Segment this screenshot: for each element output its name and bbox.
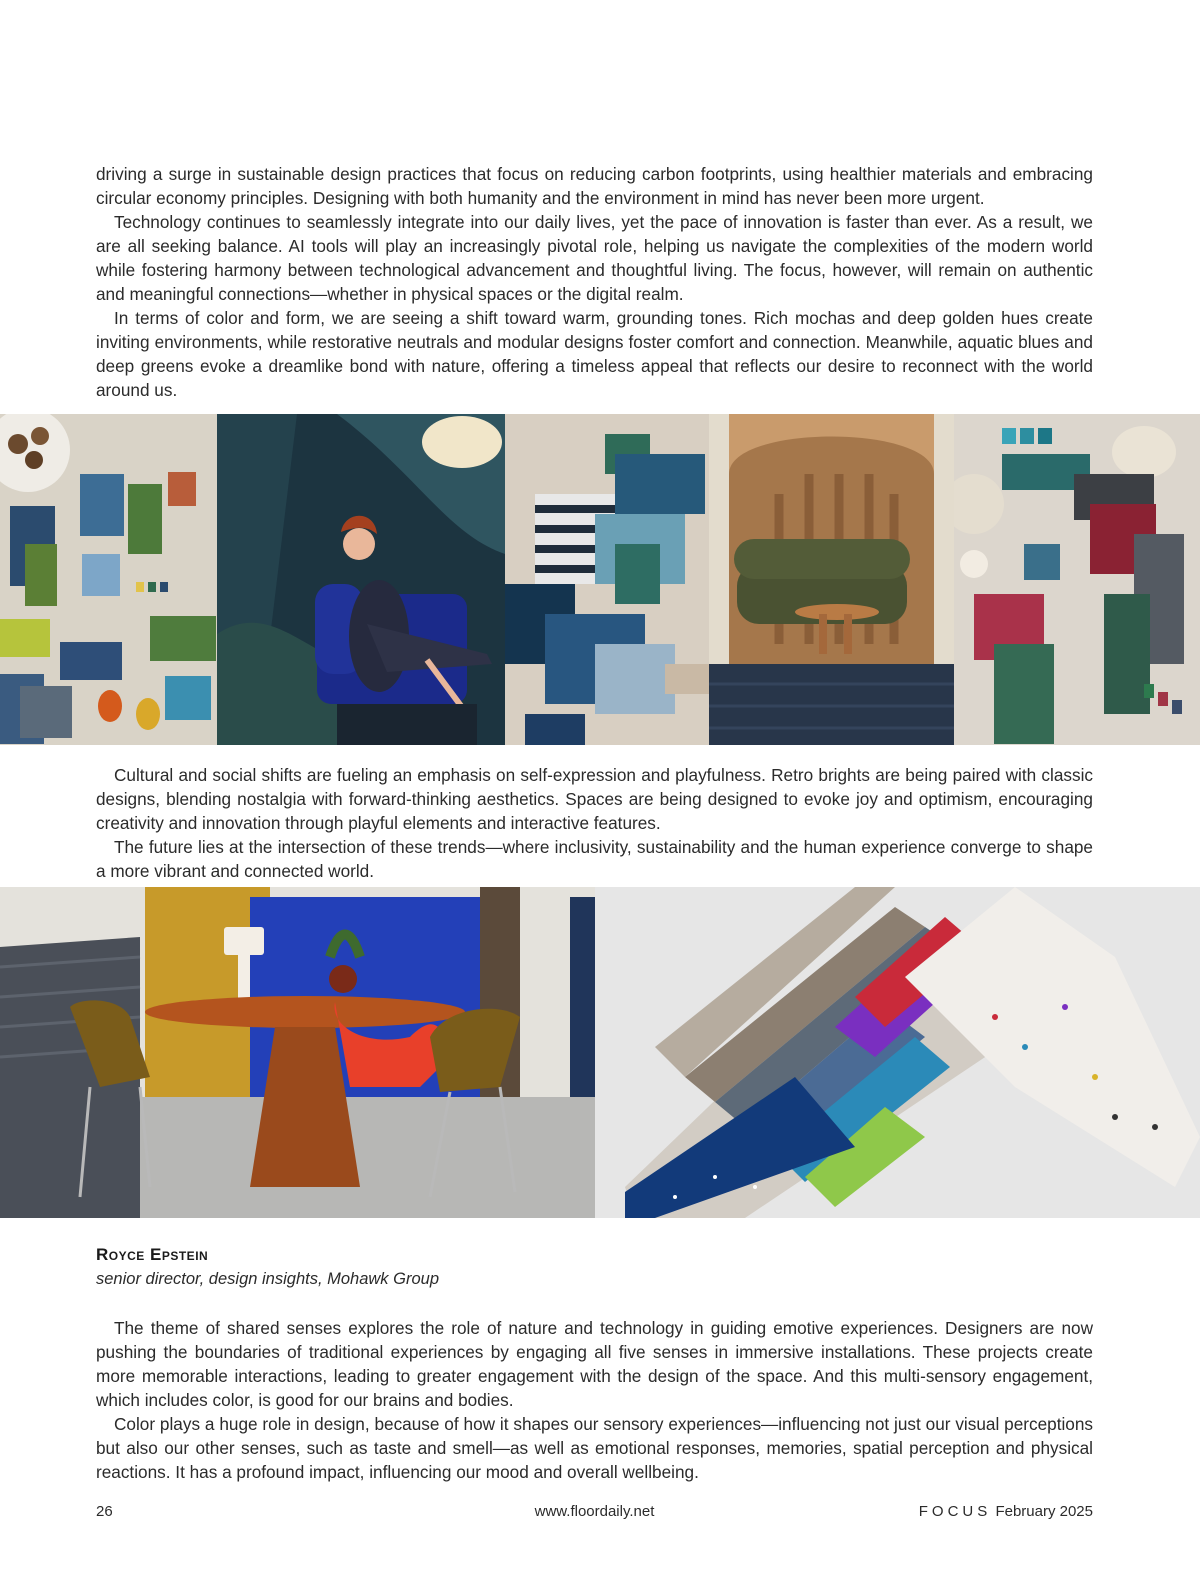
dining-room-retro-chairs-photo [0,887,595,1218]
green-sofa-lounge-photo [709,414,954,745]
intro-paragraph-3: In terms of color and form, we are seeing a shift toward warm, grounding tones. Rich mochas and deep golden hues create inviting environments, while restorative neutrals and modular designs foster comfort and connection. Meanwhile, aquatic blues and deep greens evoke a dreamlike bond with nature, offering a timeless appeal that reflects our desire to reconnect with the world around us. [96,308,1093,400]
magazine-name: FOCUS [918,1503,992,1520]
closing-text [96,1316,1093,1484]
carpet-tile-samples-photo [505,414,709,745]
middle-text [96,763,1093,883]
intro-paragraph-1: driving a surge in sustainable design practices that focus on reducing carbon footprints, using healthier materials and embracing circular economy principles. Designing with both humanity and the environment in mind has never been more urgent. [96,164,1093,208]
closing-paragraph-2: Color plays a huge role in design, because of how it shapes our sensory experiences—influencing not just our visual perceptions but also our other senses, such as taste and smell—as well as emotional responses, memories, spatial perception and physical reactions. It has a profound impact, influencing our mood and overall wellbeing. [96,1414,1093,1482]
nature-materials-flatlay-photo [0,414,217,745]
retro-interiors-photo-strip [0,887,1200,1218]
website-link[interactable]: www.floordaily.net [534,1503,655,1520]
intro-text [96,162,1093,402]
speckled-tile-samples-photo [595,887,1200,1218]
middle-paragraph-2: The future lies at the intersection of these trends—where inclusivity, sustainability and the human experience converge to shape a more vibrant and connected world. [96,837,1093,881]
intro-paragraph-2: Technology continues to seamlessly integrate into our daily lives, yet the pace of innovation is faster than ever. As a result, we are all seeking balance. AI tools will play an increasingly pivotal role, helping us navigate the complexities of the modern world while fostering harmony between technological advancement and thoughtful living. The focus, however, will remain on authentic and meaningful connections—whether in physical spaces or the digital realm. [96,212,1093,304]
middle-paragraph-1: Cultural and social shifts are fueling an emphasis on self-expression and playfulness. Retro brights are being paired with classic designs, blending nostalgia with forward-thinking aesthetics. Spaces are being designed to evoke joy and optimism, encouraging creativity and innovation through playful elements and interactive features. [96,765,1093,833]
mood-board-photo-strip [0,414,1200,745]
author-title: senior director, design insights, Mohawk Group [96,1270,440,1288]
author-name: Royce Epstein [96,1245,209,1264]
issue-date: February 2025 [995,1503,1093,1520]
page-number: 26 [96,1503,113,1520]
closing-paragraph-1: The theme of shared senses explores the role of nature and technology in guiding emotive experiences. Designers are now pushing the boundaries of traditional experiences by engaging all five senses in immersive installations. These projects create more memorable interactions, leading to greater engagement with the design of the space. And this multi-sensory engagement, which includes color, is good for our brains and bodies. [96,1318,1093,1410]
woman-on-blue-sofa-photo [217,414,505,745]
issue-label [919,1503,1093,1520]
textile-swatches-flatlay-photo [954,414,1200,745]
